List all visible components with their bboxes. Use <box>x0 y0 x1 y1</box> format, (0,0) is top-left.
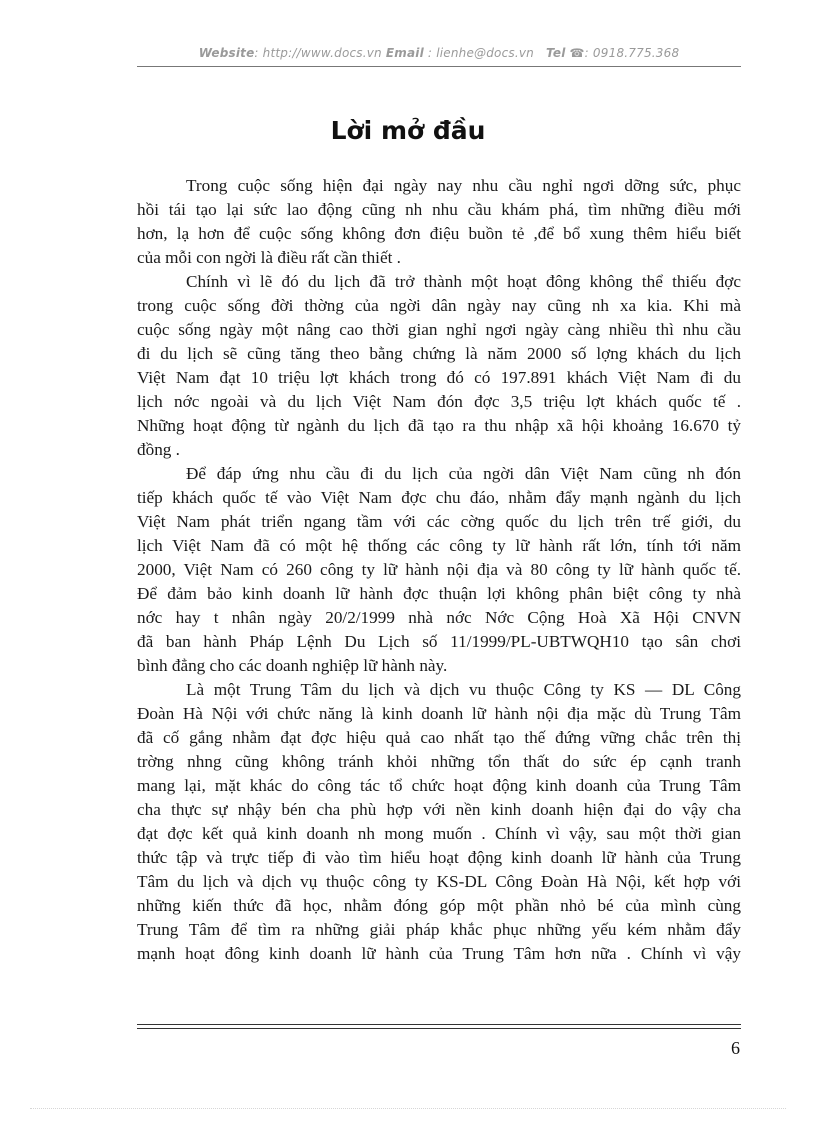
text-line: nớc hay t nhân ngày 20/2/1999 nhà nớc Nớc Cộng Hoà Xã Hội CNVN <box>137 608 741 627</box>
text-line: hồi tái tạo lại sức lao động cũng nh nhu cầu khám phá, tìm những điều mới <box>137 200 741 219</box>
text-line: đồng . <box>137 440 180 459</box>
page-edge-divider <box>30 1108 786 1109</box>
text-line: đi du lịch sẽ cũng tăng theo bằng chứng là năm 2000 số lợng khách du lịch <box>137 344 741 363</box>
text-line: những kiến thức đã học, nhằm đóng góp một phần nhỏ bé của mình cùng <box>137 896 741 915</box>
text-line: đã cố gắng nhằm đạt đợc hiệu quả cao nhất tạo thế đứng vững chắc trên thị <box>137 728 741 747</box>
text-line: Đoàn Hà Nội với chức năng là kinh doanh lữ hành nội địa mặc dù Trung Tâm <box>137 704 741 723</box>
text-line: Tâm du lịch và dịch vụ thuộc công ty KS-DL Công Đoàn Hà Nội, kết hợp với <box>137 872 741 891</box>
text-line: Việt Nam đạt 10 triệu lợt khách trong đó có 197.891 khách Việt Nam đi du <box>137 368 741 387</box>
tel-value: ☎: 0918.775.368 <box>569 46 680 60</box>
text-line: mang lại, mặt khác do công tác tổ chức hoạt động kinh doanh của Trung Tâm <box>137 776 741 795</box>
text-line: Là một Trung Tâm du lịch và dịch vu thuộc Công ty KS — DL Công <box>186 680 741 699</box>
text-line: Để đảm bảo kinh doanh lữ hành đợc thuận lợi không phân biệt công ty nhà <box>137 584 741 603</box>
email-value: : lienhe@docs.vn <box>423 46 534 60</box>
footer-divider-top <box>137 1024 741 1025</box>
text-line: đạt đợc kết quả kinh doanh nh mong muốn . Chính vì vậy, sau một thời gian <box>137 824 741 843</box>
text-line: Việt Nam phát triển ngang tầm với các cờng quốc du lịch trên trế giới, du <box>137 512 741 531</box>
text-line: đã ban hành Pháp Lệnh Du Lịch số 11/1999/PL-UBTWQH10 tạo sân chơi <box>137 632 741 651</box>
email-label: Email <box>385 46 424 60</box>
text-line: 2000, Việt Nam có 260 công ty lữ hành nội địa và 80 công ty lữ hành quốc tế. <box>137 560 741 579</box>
text-line: Trong cuộc sống hiện đại ngày nay nhu cầu nghỉ ngơi dỡng sức, phục <box>186 176 741 195</box>
text-line: cuộc sống ngày một nâng cao thời gian nghỉ ngơi ngày càng nhiều thì nhu cầu <box>137 320 741 339</box>
text-line: cha thực sự nhậy bén cha phù hợp với nền kinh doanh hiện đại do vậy cha <box>137 800 741 819</box>
text-line: Những hoạt động từ ngành du lịch đã tạo ra thu nhập xã hội khoảng 16.670 tỷ <box>137 416 741 435</box>
header-divider <box>137 66 741 67</box>
text-line: mạnh hoạt đông kinh doanh lữ hành của Trung Tâm hơn nữa . Chính vì vậy <box>137 944 741 963</box>
website-value: : http://www.docs.vn <box>254 46 382 60</box>
text-line: của mỗi con ngời là điều rất cần thiết . <box>137 248 401 267</box>
footer-divider-bottom <box>137 1028 741 1029</box>
text-line: bình đẳng cho các doanh nghiệp lữ hành này. <box>137 656 448 675</box>
page-number: 6 <box>731 1038 740 1058</box>
text-line: lịch nớc ngoài và du lịch Việt Nam đón đợc 3,5 triệu lợt khách quốc tế . <box>137 392 741 411</box>
text-line: Chính vì lẽ đó du lịch đã trở thành một hoạt đông không thể thiếu đợc <box>186 272 741 291</box>
text-line: hơn, lạ hơn để cuộc sống không đơn điệu buồn tẻ ,để bổ xung thêm hiểu biết <box>137 224 741 243</box>
body-text <box>137 174 741 966</box>
text-line: trong cuộc sống đời thờng của ngời dân ngày nay cũng nh xa kia. Khi mà <box>137 296 741 315</box>
text-line: tiếp khách quốc tế vào Việt Nam đợc chu đáo, nhằm đẩy mạnh ngành du lịch <box>137 488 741 507</box>
website-label: Website <box>198 46 255 60</box>
page-title: Lời mở đầu <box>330 116 486 145</box>
tel-label: Tel <box>546 46 566 60</box>
text-line: trờng nhng cũng không tránh khỏi những tổn thất do sức ép cạnh tranh <box>137 752 741 771</box>
page-header <box>137 46 741 60</box>
text-line: lịch Việt Nam đã có một hệ thống các công ty lữ hành rất lớn, tính tới năm <box>137 536 741 555</box>
text-line: Trung Tâm để tìm ra những giải pháp khắc phục những yếu kém nhằm đẩy <box>137 920 741 939</box>
text-line: thức tập và trực tiếp đi vào tìm hiểu hoạt động kinh doanh lữ hành của Trung <box>137 848 741 867</box>
text-line: Để đáp ứng nhu cầu đi du lịch của ngời dân Việt Nam cũng nh đón <box>186 464 741 483</box>
